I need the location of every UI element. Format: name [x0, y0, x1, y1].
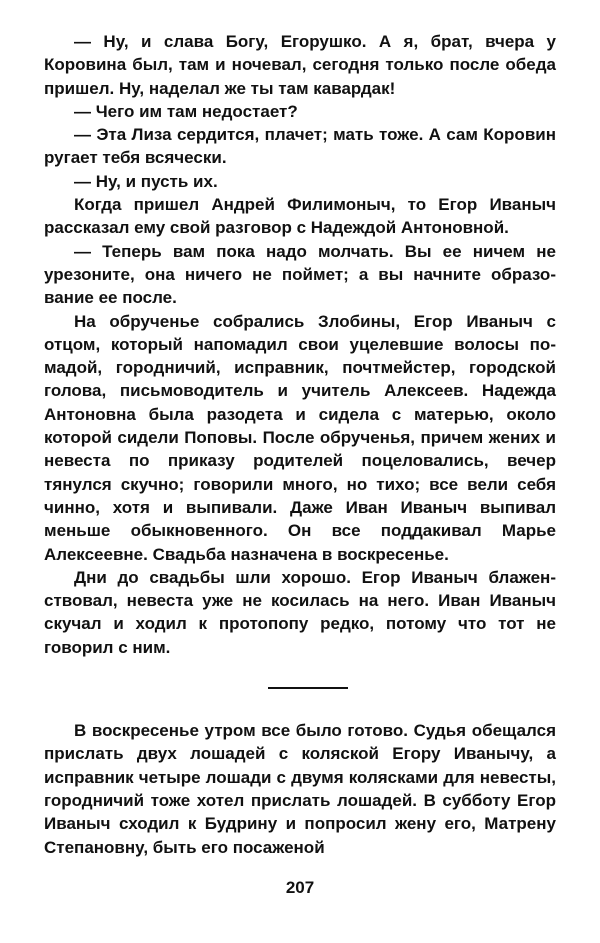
paragraph: На обрученье собрались Злобины, Егор Иваныч с отцом, который напомадил свои уцелевшие волосы помадой, городничий, исправник, почтмейстер, городской голова, письмоводитель и учитель Алексеев. Надежда Антоновна была разодета и сидела с матерью, около которой сидели Поповы. После обрученья, причем жених и невеста по приказу родителей поцеловались, вечер тянулся скучно; говорили много, но тихо; все вели себя чинно, хотя и выпивали. Даже Иван Иваныч выпивал меньше обыкновенного. Он все поддакивал Марье Алексеевне. Свадьба назначена в воскресенье.	[44, 311, 556, 564]
section-1	[44, 30, 556, 659]
paragraph: — Чего им там недостает?	[74, 101, 298, 121]
paragraph: — Эта Лиза сердится, плачет; мать тоже. А сам Коровин ругает тебя всячески.	[44, 125, 556, 168]
paragraph: — Теперь вам пока надо молчать. Вы ее ничем не урезоните, она ничего не поймет; а вы начните образование ее после.	[44, 241, 556, 308]
book-page	[44, 30, 556, 859]
paragraph: Когда пришел Андрей Филимоныч, то Егор Иваныч рассказал ему свой разговор с Надеждой Антоновной.	[44, 195, 556, 238]
page-number: 207	[285, 878, 315, 897]
paragraph: В воскресенье утром все было готово. Судья обещался прислать двух лошадей с коляской Егору Иванычу, а исправник четыре лошади с двумя колясками для невесты, городничий тоже хотел прислать лошадей. В субботу Егор Иваныч сходил к Будрину и попросил жену его, Матрену Степановну, быть его посаженой	[44, 721, 556, 857]
section-2	[44, 719, 556, 859]
paragraph: — Ну, и слава Богу, Егорушко. А я, брат, вчера у Коровина был, там и ночевал, сегодня только после обеда пришел. Ну, наделал же ты там кавардак!	[44, 32, 556, 98]
paragraph: Дни до свадьбы шли хорошо. Егор Иваныч блаженствовал, невеста уже не косилась на него. Иван Иваныч скучал и ходил к протопопу редко, потому что тот не говорил с ним.	[44, 567, 556, 657]
section-divider	[268, 687, 348, 689]
paragraph: — Ну, и пусть их.	[74, 171, 218, 191]
